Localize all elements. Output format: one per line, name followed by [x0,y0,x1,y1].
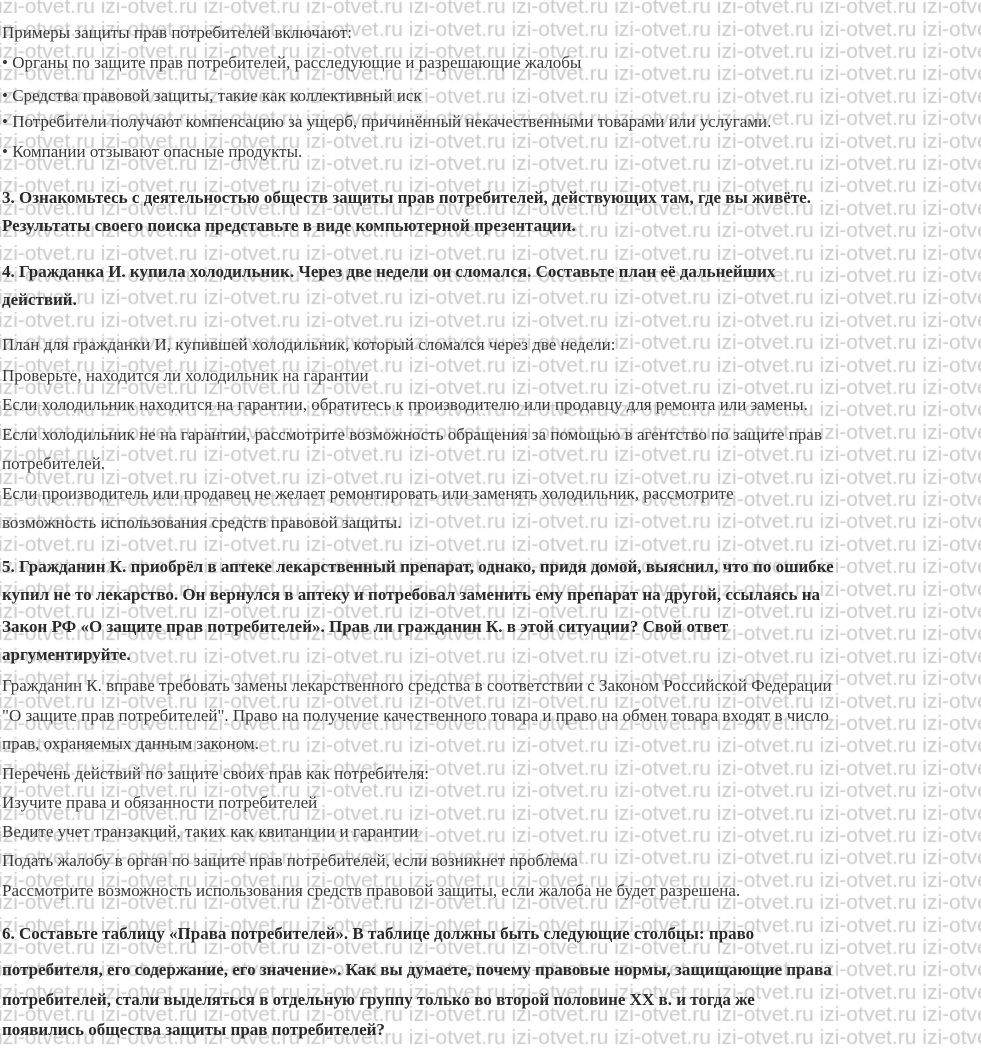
question-6: 6. Составьте таблицу «Права потребителей». В таблице должны быть следующие столбцы: право [2,924,755,943]
answer-5: прав, охраняемых данным законом. [2,734,259,753]
question-3: 3. Ознакомьтесь с деятельностью обществ защиты прав потребителей, действующих там, где вы живёте. [2,188,811,207]
question-5: 5. Гражданин К. приобрёл в аптеке лекарственный препарат, однако, придя домой, выяснил, что по ошибке [2,557,834,576]
answer-4: Проверьте, находится ли холодильник на гарантии [2,366,369,385]
answer-4: потребителей. [2,454,106,473]
example-item: • Органы по защите прав потребителей, расследующие и разрешающие жалобы [2,53,582,72]
example-item: • Средства правовой защиты, такие как коллективный иск [2,86,422,105]
answer-5: "О защите прав потребителей". Право на получение качественного товара и право на обмен товара входят в число [2,706,829,725]
intro-text: Примеры защиты прав потребителей включают: [2,23,353,42]
question-4: действий. [2,290,77,309]
question-4: 4. Гражданка И. купила холодильник. Через две недели он сломался. Составьте план её дальнейших [2,262,776,281]
example-item: • Потребители получают компенсацию за ущерб, причинённый некачественными товарами или услугами. [2,112,772,131]
answer-5: Изучите права и обязанности потребителей [2,793,318,812]
answer-5: Гражданин К. вправе требовать замены лекарственного средства в соответствии с Законом Российской Федерации [2,676,832,695]
answer-5: Рассмотрите возможность использования средств правовой защиты, если жалоба не будет разрешена. [2,881,741,900]
answer-4: возможность использования средств правовой защиты. [2,513,402,532]
answer-4: Если производитель или продавец не желает ремонтировать или заменять холодильник, рассмотрите [2,484,734,503]
answer-5: Ведите учет транзакций, таких как квитанции и гарантии [2,822,419,841]
question-3: Результаты своего поиска представьте в виде компьютерной презентации. [2,216,576,235]
answer-5: Подать жалобу в орган по защите прав потребителей, если возникнет проблема [2,851,578,870]
question-5: аргументируйте. [2,645,131,664]
question-6: потребителя, его содержание, его значение». Как вы думаете, почему правовые нормы, защищающие права [2,960,832,979]
example-item: • Компании отзывают опасные продукты. [2,142,303,161]
answer-4: План для гражданки И, купившей холодильник, который сломался через две недели: [2,335,616,354]
question-6: потребителей, стали выделяться в отдельную группу только во второй половине XX в. и тогда же [2,990,755,1009]
question-5: Закон РФ «О защите прав потребителей». Прав ли гражданин К. в этой ситуации? Свой ответ [2,617,729,636]
question-6: появились общества защиты прав потребителей? [2,1020,385,1039]
answer-4: Если холодильник находится на гарантии, обратитесь к производителю или продавцу для ремонта или замены. [2,395,808,414]
question-5: купил не то лекарство. Он вернулся в аптеку и потребовал заменить ему препарат на другой, ссылаясь на [2,585,820,604]
answer-4: Если холодильник не на гарантии, рассмотрите возможность обращения за помощью в агентство по защите прав [2,425,822,444]
answer-5: Перечень действий по защите своих прав как потребителя: [2,764,429,783]
